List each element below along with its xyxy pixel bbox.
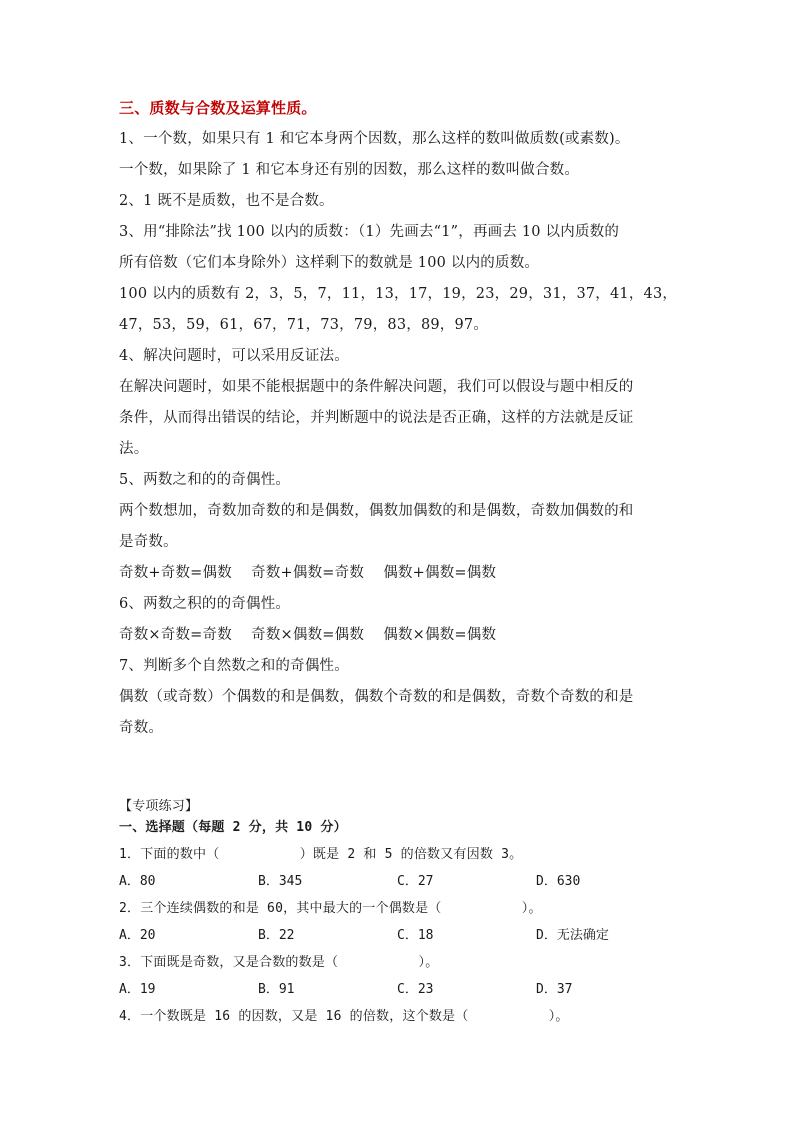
option-c: C．27 [397, 874, 434, 889]
section-line: 是奇数。 [119, 534, 178, 550]
question-stem: 4．一个数既是 16 的因数，又是 16 的倍数，这个数是（ ）。 [119, 1009, 569, 1024]
section-line: 7、判断多个自然数之和的奇偶性。 [119, 658, 349, 674]
section-line: 一个数，如果除了 1 和它本身还有别的因数，那么这样的数叫做合数。 [119, 162, 580, 178]
exercise-part-title: 一、选择题（每题 2 分，共 10 分） [119, 820, 347, 835]
section-line: 所有倍数（它们本身除外）这样剩下的数就是 100 以内的质数。 [119, 255, 540, 271]
option-b: B．345 [258, 874, 303, 889]
section-line: 6、两数之积的的奇偶性。 [119, 596, 291, 612]
section-line: 3、用“排除法”找 100 以内的质数：（1）先画去“1”，再画去 10 以内质数的 [119, 224, 620, 240]
section-line: 法。 [119, 441, 149, 457]
section-line: 奇数×奇数=奇数 奇数×偶数=偶数 偶数×偶数=偶数 [119, 627, 497, 643]
section-line: 在解决问题时，如果不能根据题中的条件解决问题，我们可以假设与题中相反的 [119, 379, 634, 395]
option-b: B．91 [258, 982, 295, 997]
exercise-title: 【专项练习】 [119, 799, 199, 814]
section-line: 1、一个数，如果只有 1 和它本身两个因数，那么这样的数叫做质数(或素数)。 [119, 131, 630, 147]
option-a: A．80 [119, 874, 156, 889]
option-c: C．18 [397, 928, 434, 943]
option-a: A．19 [119, 982, 156, 997]
section-line: 47，53，59，61，67，71，73，79，83，89，97。 [119, 317, 489, 333]
option-a: A．20 [119, 928, 156, 943]
section-line: 奇数+奇数=偶数 奇数+偶数=奇数 偶数+偶数=偶数 [119, 565, 497, 581]
section-line: 5、两数之和的的奇偶性。 [119, 472, 291, 488]
question-stem: 3．下面既是奇数，又是合数的数是（ ）。 [119, 955, 439, 970]
section-heading: 三、质数与合数及运算性质。 [119, 99, 317, 117]
section-line: 2、1 既不是质数，也不是合数。 [119, 193, 334, 209]
option-b: B．22 [258, 928, 295, 943]
section-line: 4、解决问题时，可以采用反证法。 [119, 348, 349, 364]
section-line: 100 以内的质数有 2，3，5，7，11，13，17，19，23，29，31，37，41，43， [119, 286, 678, 302]
section-line: 两个数想加，奇数加奇数的和是偶数，偶数加偶数的和是偶数，奇数加偶数的和 [119, 503, 634, 519]
option-c: C．23 [397, 982, 434, 997]
question-stem: 1．下面的数中（ ）既是 2 和 5 的倍数又有因数 3。 [119, 847, 523, 862]
section-line: 条件，从而得出错误的结论，并判断题中的说法是否正确，这样的方法就是反证 [119, 410, 634, 426]
question-stem: 2．三个连续偶数的和是 60，其中最大的一个偶数是（ ）。 [119, 901, 542, 916]
section-line: 奇数。 [119, 720, 164, 736]
option-d: D．630 [536, 874, 581, 889]
section-line: 偶数（或奇数）个偶数的和是偶数，偶数个奇数的和是偶数，奇数个奇数的和是 [119, 689, 634, 705]
option-d: D．37 [536, 982, 573, 997]
option-d: D．无法确定 [536, 928, 609, 943]
